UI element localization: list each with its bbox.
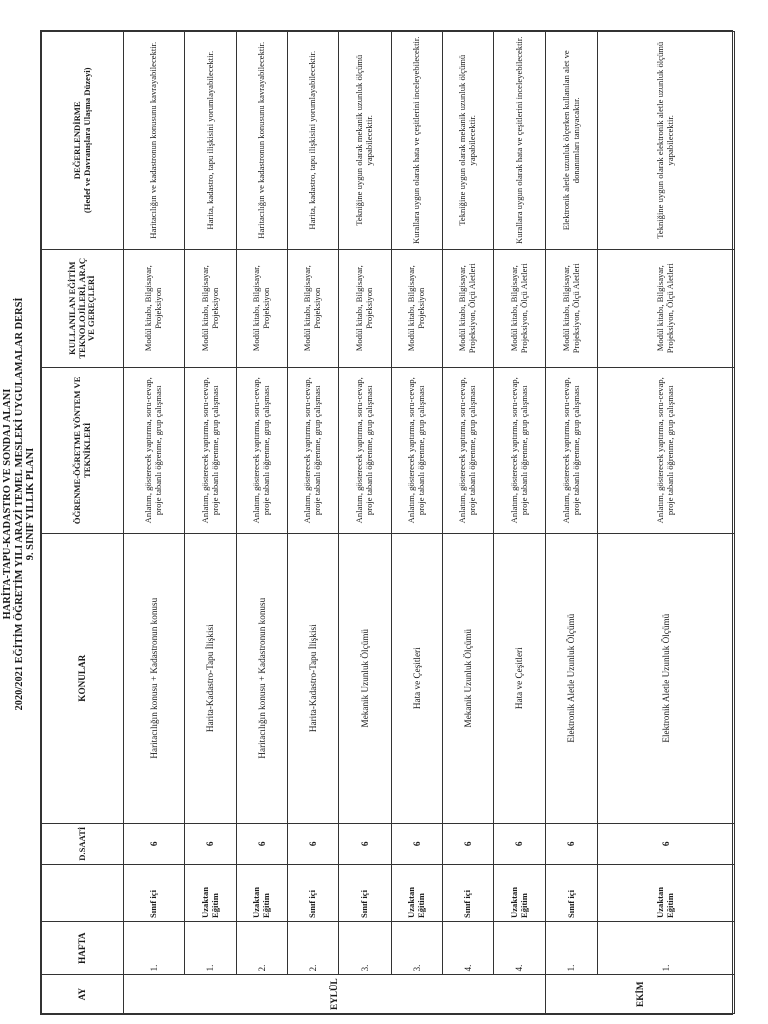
- header-ay: AY: [42, 975, 124, 1014]
- document-title: [2, 224, 37, 784]
- week-cell: 4.: [443, 921, 494, 974]
- week-cell: 4.: [494, 921, 546, 974]
- title-line-3: 9. SINIF YILLIK PLANI: [25, 447, 37, 561]
- degerlendirme-title: DEĞERLENDİRME: [71, 101, 82, 180]
- table-row: [598, 32, 735, 1014]
- header-konular: KONULAR: [42, 533, 124, 823]
- method-cell: Anlatım, gösterecek yaptırma, soru-cevap, proje tabanlı öğrenme, grup çalışması: [598, 367, 735, 533]
- hours-cell: 6: [598, 823, 735, 864]
- topic-cell: Mekanik Uzunluk Ölçümü: [443, 533, 494, 823]
- topic-cell: Mekanik Uzunluk Ölçümü: [339, 533, 392, 823]
- topic-cell: Harita-Kadastro-Tapu İlişkisi: [288, 533, 339, 823]
- tools-cell: Modül kitabı, Bilgisayar, Projeksiyon: [185, 249, 237, 367]
- tools-cell: Modül kitabı, Bilgisayar, Projeksiyon, Ölçü Aletleri: [443, 249, 494, 367]
- table-row: [124, 32, 185, 1014]
- hours-cell: 6: [124, 823, 185, 864]
- method-cell: Anlatım, gösterecek yaptırma, soru-cevap, proje tabanlı öğrenme, grup çalışması: [237, 367, 288, 533]
- hours-cell: 6: [443, 823, 494, 864]
- evaluation-cell: Haritacılığın ve kadastronun konusunu kavrayabilecektir.: [237, 32, 288, 250]
- week-cell: 3.: [392, 921, 443, 974]
- evaluation-cell: Tekniğine uygun olarak mekanik uzunluk ölçümü yapabilecektir.: [339, 32, 392, 250]
- header-degerlendirme: [42, 32, 124, 250]
- tools-cell: Modül kitabı, Bilgisayar, Projeksiyon, Ölçü Aletleri: [546, 249, 598, 367]
- hours-cell: 6: [237, 823, 288, 864]
- place-cell: Uzaktan Eğitim: [185, 864, 237, 921]
- month-cell: EKİM: [546, 975, 735, 1014]
- place-cell: Uzaktan Eğitim: [392, 864, 443, 921]
- table-row: [237, 32, 288, 1014]
- header-yontem: ÖĞRENME-ÖĞRETME YÖNTEM VE TEKNİKLERİ: [42, 367, 124, 533]
- table-row: [185, 32, 237, 1014]
- evaluation-cell: Tekniğine uygun olarak mekanik uzunluk ölçümü yapabilecektir.: [443, 32, 494, 250]
- table-row: [392, 32, 443, 1014]
- place-cell: Sınıf içi: [546, 864, 598, 921]
- tools-cell: Modül kitabı, Bilgisayar, Projeksiyon: [392, 249, 443, 367]
- table-row: [288, 32, 339, 1014]
- topic-cell: Elektronik Aletle Uzunluk Ölçümü: [598, 533, 735, 823]
- place-cell: Sınıf içi: [339, 864, 392, 921]
- method-cell: Anlatım, gösterecek yaptırma, soru-cevap, proje tabanlı öğrenme, grup çalışması: [443, 367, 494, 533]
- place-cell: Sınıf içi: [124, 864, 185, 921]
- evaluation-cell: Elektronik aletle uzunluk ölçerken kullanılan alet ve donanımları tanıyacaktır.: [546, 32, 598, 250]
- header-saat: D.SAATİ: [42, 823, 124, 864]
- place-cell: Uzaktan Eğitim: [598, 864, 735, 921]
- topic-cell: Hata ve Çeşitleri: [494, 533, 546, 823]
- tools-cell: Modül kitabı, Bilgisayar, Projeksiyon, Ölçü Aletleri: [494, 249, 546, 367]
- place-cell: Uzaktan Eğitim: [494, 864, 546, 921]
- hours-cell: 6: [546, 823, 598, 864]
- method-cell: Anlatım, gösterecek yaptırma, soru-cevap, proje tabanlı öğrenme, grup çalışması: [288, 367, 339, 533]
- week-cell: 1.: [124, 921, 185, 974]
- week-cell: 1.: [546, 921, 598, 974]
- degerlendirme-subtitle: (Hedef ve Davranışlara Ulaşma Düzeyi): [81, 67, 92, 214]
- method-cell: Anlatım, gösterecek yaptırma, soru-cevap, proje tabanlı öğrenme, grup çalışması: [185, 367, 237, 533]
- hours-cell: 6: [288, 823, 339, 864]
- evaluation-cell: Kurallara uygun olarak hata ve çeşitlerini inceleyebilecektir.: [392, 32, 443, 250]
- tools-cell: Modül kitabı, Bilgisayar, Projeksiyon: [339, 249, 392, 367]
- hours-cell: 6: [339, 823, 392, 864]
- hours-cell: 6: [185, 823, 237, 864]
- week-cell: 2.: [237, 921, 288, 974]
- method-cell: Anlatım, gösterecek yaptırma, soru-cevap, proje tabanlı öğrenme, grup çalışması: [392, 367, 443, 533]
- header-hafta: HAFTA: [42, 921, 124, 974]
- title-line-2: 2020/2021 EĞİTİM ÖĞRETİM YILI ARAZİ TEMEL MESLEKİ UYGULAMALAR DERSİ: [13, 297, 25, 711]
- table-row: [546, 32, 598, 1014]
- place-cell: Sınıf içi: [288, 864, 339, 921]
- table-row: [494, 32, 546, 1014]
- topic-cell: Haritacılığın konusu + Kadastronun konusu: [124, 533, 185, 823]
- week-cell: 3.: [339, 921, 392, 974]
- topic-cell: Harita-Kadastro-Tapu İlişkisi: [185, 533, 237, 823]
- tools-cell: Modül kitabı, Bilgisayar, Projeksiyon: [288, 249, 339, 367]
- topic-cell: Elektronik Aletle Uzunluk Ölçümü: [546, 533, 598, 823]
- header-row: [42, 32, 124, 1014]
- place-cell: Sınıf içi: [443, 864, 494, 921]
- plan-table-frame: [40, 30, 733, 1015]
- method-cell: Anlatım, gösterecek yaptırma, soru-cevap, proje tabanlı öğrenme, grup çalışması: [546, 367, 598, 533]
- header-place: [42, 864, 124, 921]
- evaluation-cell: Haritacılığın ve kadastronun konusunu kavrayabilecektir.: [124, 32, 185, 250]
- tools-cell: Modül kitabı, Bilgisayar, Projeksiyon: [237, 249, 288, 367]
- evaluation-cell: Harita, kadastro, tapu ilişkisini yorumlayabilecektir.: [185, 32, 237, 250]
- topic-cell: Hata ve Çeşitleri: [392, 533, 443, 823]
- tools-cell: Modül kitabı, Bilgisayar, Projeksiyon, Ölçü Aletleri: [598, 249, 735, 367]
- method-cell: Anlatım, gösterecek yaptırma, soru-cevap, proje tabanlı öğrenme, grup çalışması: [494, 367, 546, 533]
- week-cell: 1.: [185, 921, 237, 974]
- yearly-plan-table: [41, 31, 735, 1014]
- method-cell: Anlatım, gösterecek yaptırma, soru-cevap, proje tabanlı öğrenme, grup çalışması: [339, 367, 392, 533]
- tools-cell: Modül kitabı, Bilgisayar, Projeksiyon: [124, 249, 185, 367]
- evaluation-cell: Kurallara uygun olarak hata ve çeşitlerini inceleyebilecektir.: [494, 32, 546, 250]
- place-cell: Uzaktan Eğitim: [237, 864, 288, 921]
- hours-cell: 6: [494, 823, 546, 864]
- month-cell: EYLÜL: [124, 975, 546, 1014]
- table-row: [339, 32, 392, 1014]
- week-cell: 2.: [288, 921, 339, 974]
- evaluation-cell: Harita, kadastro, tapu ilişkisini yorumlayabilecektir.: [288, 32, 339, 250]
- header-arac: KULLANILAN EĞİTİM TEKNOLOJİLERİ, ARAÇ VE GEREÇLERİ: [42, 249, 124, 367]
- week-cell: 1.: [598, 921, 735, 974]
- method-cell: Anlatım, gösterecek yaptırma, soru-cevap, proje tabanlı öğrenme, grup çalışması: [124, 367, 185, 533]
- evaluation-cell: Tekniğine uygun olarak elektronik aletle uzunluk ölçümü yapabilecektir.: [598, 32, 735, 250]
- topic-cell: Haritacılığın konusu + Kadastronun konusu: [237, 533, 288, 823]
- hours-cell: 6: [392, 823, 443, 864]
- table-row: [443, 32, 494, 1014]
- title-line-1: HARİTA-TAPU-KADASTRO VE SONDAJ ALANI: [2, 388, 13, 620]
